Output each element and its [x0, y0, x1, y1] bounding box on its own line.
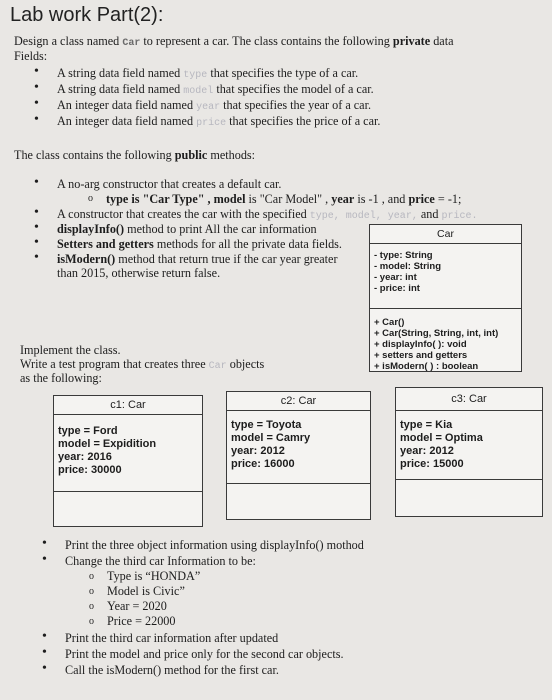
uml-operations	[370, 309, 521, 374]
task-item: Change the third car Information to be:	[65, 554, 256, 568]
implement-line: Implement the class.	[20, 343, 121, 357]
intro-text: data	[430, 34, 454, 48]
bullet: •	[42, 552, 47, 567]
task-sub: Model is Civic”	[107, 584, 185, 598]
object-attrs: type = Toyota model = Camry year: 2012 price: 16000	[227, 411, 370, 484]
uml-attribute: - year: int	[374, 272, 417, 283]
bullet: •	[34, 220, 39, 235]
intro-bold: private	[392, 34, 431, 48]
object-name: c1: Car	[54, 396, 202, 415]
implement-line: as the following:	[20, 371, 102, 385]
method-item-cont: than 2015, otherwise return false.	[57, 266, 221, 280]
uml-attributes	[370, 244, 521, 309]
bullet: •	[34, 250, 39, 265]
bullet: •	[34, 80, 39, 95]
task-item: Print the model and price only for the second car objects.	[65, 647, 344, 661]
bullet: •	[34, 205, 39, 220]
method-item: Setters and getters methods for all the private data fields.	[57, 237, 342, 251]
object-box-c3	[395, 387, 543, 517]
uml-class-name: Car	[370, 225, 521, 244]
bullet: •	[42, 645, 47, 660]
bullet: •	[34, 175, 39, 190]
uml-operation: + displayInfo( ): void	[374, 339, 467, 350]
field-item: A string data field named model that specifies the model of a car.	[57, 82, 374, 97]
uml-operation: + Car()	[374, 317, 405, 328]
sub-bullet: o	[88, 193, 93, 204]
intro-line2: Fields:	[14, 49, 48, 63]
intro-text: Design a class named	[14, 34, 123, 48]
page-title: Lab work Part(2):	[10, 4, 164, 26]
task-item: Print the third car information after updated	[65, 631, 279, 645]
object-name: c3: Car	[396, 388, 542, 411]
implement-line: Write a test program that creates three Car objects	[20, 357, 265, 372]
task-item: Call the isModern() method for the first car.	[65, 663, 279, 677]
uml-class-car	[369, 224, 522, 372]
sub-bullet: o	[89, 601, 94, 612]
bullet: •	[42, 661, 47, 676]
method-item: A no-arg constructor that creates a default car.	[57, 177, 282, 191]
object-name: c2: Car	[227, 392, 370, 411]
uml-operation: + isModern( ) : boolean	[374, 361, 479, 372]
bullet: •	[34, 64, 39, 79]
method-sub: type is "Car Type" , model is "Car Model" , year is -1 , and price = -1;	[106, 192, 462, 206]
bullet: •	[34, 96, 39, 111]
methods-intro: The class contains the following public methods:	[14, 148, 256, 162]
task-sub: Year = 2020	[107, 599, 167, 613]
uml-attribute: - price: int	[374, 283, 420, 294]
bullet: •	[42, 629, 47, 644]
field-item: An integer data field named price that specifies the price of a car.	[57, 114, 381, 129]
field-item: A string data field named type that specifies the type of a car.	[57, 66, 359, 81]
sub-bullet: o	[89, 586, 94, 597]
uml-attribute: - model: String	[374, 261, 442, 272]
sub-bullet: o	[89, 616, 94, 627]
method-item: isModern() method that return true if the car year greater	[57, 252, 338, 266]
task-sub: Type is “HONDA”	[107, 569, 201, 583]
object-box-c1	[53, 395, 203, 527]
task-sub: Price = 22000	[107, 614, 176, 628]
uml-operation: + Car(String, String, int, int)	[374, 328, 499, 339]
uml-operation: + setters and getters	[374, 350, 468, 361]
object-box-c2	[226, 391, 371, 520]
uml-attribute: - type: String	[374, 250, 433, 261]
method-item: displayInfo() method to print All the car information	[57, 222, 317, 236]
code-car: Car	[122, 38, 141, 49]
intro-text: to represent a car. The class contains the following	[140, 34, 393, 48]
bullet: •	[34, 235, 39, 250]
method-item: A constructor that creates the car with the specified type, model, year, and price.	[57, 207, 478, 222]
sub-bullet: o	[89, 571, 94, 582]
object-attrs: type = Ford model = Expidition year: 2016 price: 30000	[54, 415, 202, 492]
field-item: An integer data field named year that specifies the year of a car.	[57, 98, 372, 113]
task-item: Print the three object information using displayInfo() mothod	[65, 538, 364, 552]
intro-line	[14, 34, 454, 51]
bullet: •	[42, 536, 47, 551]
bullet: •	[34, 112, 39, 127]
object-attrs: type = Kia model = Optima year: 2012 price: 15000	[396, 411, 542, 480]
